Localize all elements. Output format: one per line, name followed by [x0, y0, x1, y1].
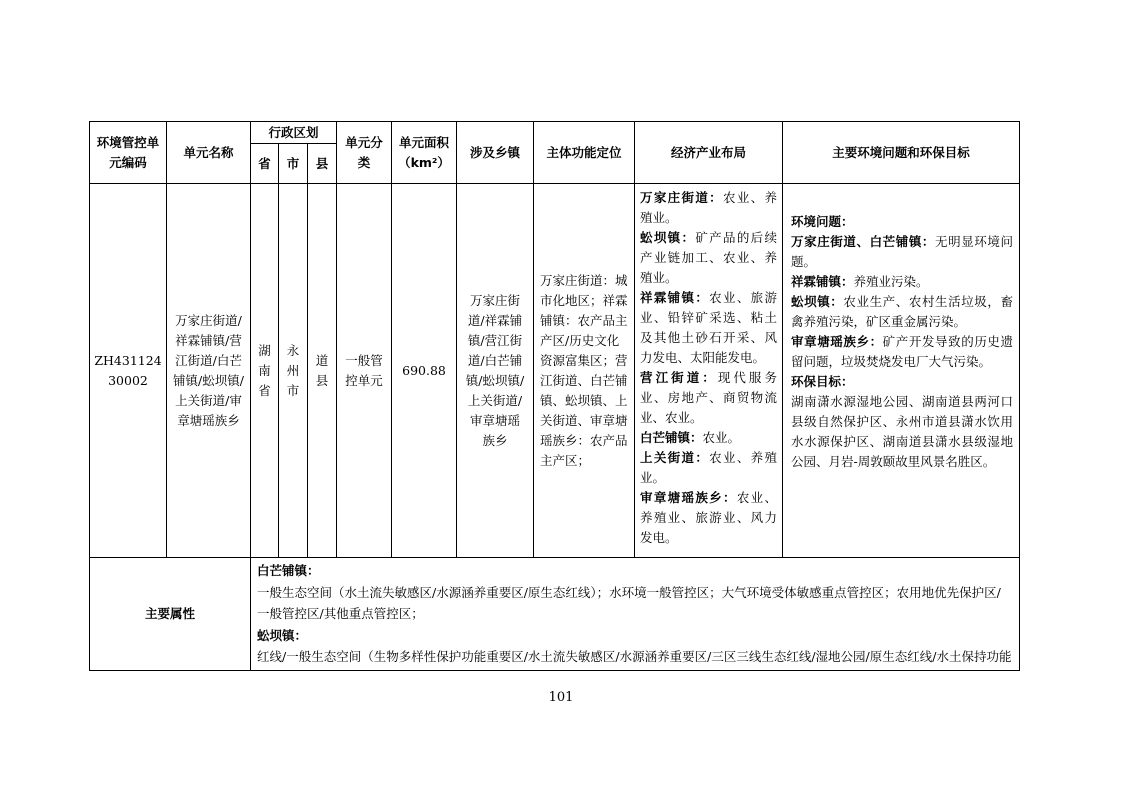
economy-list — [640, 188, 777, 548]
town-text: 无明显环境问题。 — [791, 234, 1013, 269]
header-admin: 行政区划 — [251, 122, 337, 144]
town-text: 矿产品的后续产业链加工、农业、养殖业。 — [640, 230, 778, 285]
attribute-line — [257, 625, 1013, 647]
goal-title: 环保目标： — [791, 374, 854, 389]
problem-item — [791, 232, 1013, 272]
town-label: 上关街道： — [640, 450, 710, 465]
town-text: 农业。 — [702, 430, 741, 445]
header-province: 省 — [251, 144, 279, 184]
town-text: 农业、养殖业。 — [640, 190, 777, 225]
env-issues — [783, 184, 1020, 558]
unit-code: ZH43112430002 — [90, 184, 167, 558]
attribute-lines — [257, 560, 1013, 668]
header-category: 单元分类 — [337, 122, 392, 184]
page-number: 101 — [548, 690, 574, 705]
economy-item — [640, 448, 777, 488]
town-label: 蚣坝镇： — [257, 627, 308, 643]
problem-item — [791, 292, 1013, 332]
header-city: 市 — [279, 144, 308, 184]
town-label: 营江街道： — [640, 370, 718, 385]
economy-item — [640, 488, 777, 548]
header-area — [392, 122, 457, 184]
header-function: 主体功能定位 — [534, 122, 635, 184]
unit-category: 一般管控单元 — [337, 184, 392, 558]
town-label: 万家庄街道： — [640, 190, 723, 205]
attributes-row — [90, 558, 1020, 671]
town-label: 祥霖铺镇： — [640, 290, 710, 305]
economy-layout — [635, 184, 783, 558]
town-label: 审章塘瑶族乡： — [640, 490, 737, 505]
header-county: 县 — [308, 144, 337, 184]
town-text: 农业、养殖业。 — [640, 450, 777, 485]
involved-towns: 万家庄街道/祥霖铺镇/营江街道/白芒铺镇/蚣坝镇/上关街道/审章塘瑶族乡 — [457, 184, 534, 558]
town-label: 白芒铺镇： — [257, 563, 320, 578]
header-name: 单元名称 — [167, 122, 251, 184]
town-text: 红线/一般生态空间（生物多样性保护功能重要区/水土流失敏感区/水源涵养重要区/三区三线生态红线/湿地公园/原生态红线/水土保持功能 — [257, 649, 1012, 664]
town-label: 万家庄街道、白芒铺镇： — [791, 234, 936, 249]
problem-title: 环境问题： — [791, 214, 854, 229]
attributes-content — [251, 558, 1020, 671]
town-text: 一般生态空间（水土流失敏感区/水源涵养重要区/原生态红线）；水环境一般管控区；大气环境受体敏感重点管控区；农用地优先保护区/ — [257, 584, 1001, 600]
town-text: 农业生产、农村生活垃圾，畜禽养殖污染，矿区重金属污染。 — [791, 294, 1013, 329]
problem-list — [791, 232, 1013, 372]
unit-name: 万家庄街道/祥霖铺镇/营江街道/白芒铺镇/蚣坝镇/上关街道/审章塘瑶族乡 — [167, 184, 251, 558]
town-text: 养殖业污染。 — [853, 274, 929, 289]
unit-area: 690.88 — [392, 184, 457, 558]
economy-item — [640, 288, 777, 368]
header-code: 环境管控单元编码 — [90, 122, 167, 184]
economy-item — [640, 188, 777, 228]
problem-item — [791, 272, 1013, 292]
economy-item — [640, 368, 777, 428]
town-label: 审章塘瑶族乡： — [791, 334, 883, 349]
economy-item — [640, 228, 777, 288]
city-cell: 永州市 — [279, 184, 308, 558]
header-issues: 主要环境问题和环保目标 — [783, 122, 1020, 184]
county-cell: 道县 — [308, 184, 337, 558]
attribute-line — [257, 582, 1013, 604]
town-text: 农业、旅游业、铅锌矿采选、粘土及其他土砂石开采、风力发电、太阳能发电。 — [640, 290, 778, 365]
town-text: 矿产开发导致的历史遗留问题，垃圾焚烧发电厂大气污染。 — [791, 334, 1013, 369]
control-unit-table — [89, 121, 1020, 671]
header-area-label: 单元面积 — [399, 134, 450, 150]
header-area-unit: （km²） — [398, 154, 450, 170]
town-label: 祥霖铺镇： — [791, 274, 854, 289]
attribute-line — [257, 646, 1013, 668]
town-text: 农业、养殖业、旅游业、风力发电。 — [640, 490, 778, 545]
table-row — [90, 184, 1020, 558]
town-text: 现代服务业、房地产、商贸物流业、农业。 — [640, 370, 778, 425]
main-function: 万家庄街道：城市化地区；祥霖铺镇：农产品主产区/历史文化资源富集区；营江街道、白芒铺镇、蚣坝镇、上关街道、审章塘瑶族乡：农产品主产区； — [534, 184, 635, 558]
attributes-label: 主要属性 — [90, 558, 251, 671]
header-towns: 涉及乡镇 — [457, 122, 534, 184]
attribute-line — [257, 560, 1013, 582]
town-text: 一般管控区/其他重点管控区； — [257, 606, 424, 621]
economy-item — [640, 428, 777, 448]
town-label: 白芒铺镇： — [640, 430, 703, 445]
problem-item — [791, 332, 1013, 372]
goal-text: 湖南潇水源湿地公园、湖南道县两河口县级自然保护区、永州市道县潇水饮用水水源保护区、湖南道县潇水县级湿地公园、月岩-周敦颐故里风景名胜区。 — [791, 394, 1014, 469]
attribute-line — [257, 603, 1013, 625]
province-cell: 湖南省 — [251, 184, 279, 558]
town-label: 蚣坝镇： — [640, 230, 696, 245]
town-label: 蚣坝镇： — [791, 294, 844, 309]
header-economy: 经济产业布局 — [635, 122, 783, 184]
